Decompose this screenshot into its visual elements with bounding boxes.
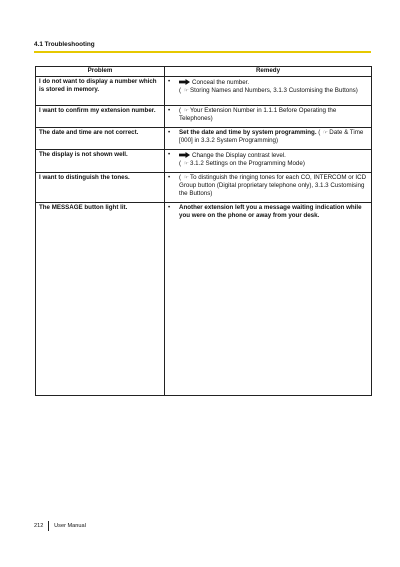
column-header-problem: Problem <box>36 67 165 77</box>
remedy-cell <box>165 173 372 203</box>
problem-cell: I do not want to display a number which is stored in memory. <box>36 77 165 106</box>
remedy-cell <box>165 203 372 396</box>
reference-icon: ☞ <box>183 108 188 114</box>
table-row <box>36 203 372 396</box>
open-paren: ( <box>179 174 182 181</box>
problem-cell: The display is not shown well. <box>36 150 165 173</box>
table-row <box>36 128 372 150</box>
column-header-remedy: Remedy <box>165 67 372 77</box>
remedy-text: Change the Display contrast level. <box>192 152 286 159</box>
problem-cell: The MESSAGE button light lit. <box>36 203 165 396</box>
reference-icon: ☞ <box>322 130 328 136</box>
remedy-reference: 3.1.2 Settings on the Programming Mode) <box>190 160 305 167</box>
arrow-right-icon <box>179 152 190 158</box>
bullet: • <box>168 174 171 181</box>
problem-cell: The date and time are not correct. <box>36 128 165 150</box>
open-paren: ( <box>179 160 182 167</box>
table-row <box>36 77 372 106</box>
table-row <box>36 150 372 173</box>
table-row <box>36 173 372 203</box>
problem-cell: I want to distinguish the tones. <box>36 173 165 203</box>
remedy-cell <box>165 106 372 128</box>
header-rule <box>34 51 371 53</box>
open-paren: ( <box>179 87 182 94</box>
bullet: • <box>168 129 171 136</box>
footer-divider <box>48 521 49 531</box>
manual-title: User Manual <box>54 523 86 529</box>
remedy-text: Set the date and time by system programming. <box>179 129 317 136</box>
remedy-text: Another extension left you a message waiting indication while you were on the phone or away from your desk. <box>179 204 362 219</box>
table-header-row <box>36 67 372 77</box>
page-number: 212 <box>34 523 44 529</box>
troubleshooting-table <box>35 66 372 396</box>
remedy-reference: Your Extension Number in 1.1.1 Before Operating the Telephones) <box>179 107 337 122</box>
bullet: • <box>168 107 171 114</box>
problem-cell: I want to confirm my extension number. <box>36 106 165 128</box>
bullet: • <box>168 78 171 85</box>
reference-icon: ☞ <box>183 175 188 181</box>
section-title: 4.1 Troubleshooting <box>34 41 95 48</box>
remedy-reference: To distinguish the ringing tones for each CO, INTERCOM or ICD Group button (Digital proprietary telephone only), 3.1.3 Customising the Buttons) <box>179 174 367 197</box>
remedy-reference: Date & Time [000] in 3.3.2 System Programming) <box>179 129 364 144</box>
table-row <box>36 106 372 128</box>
remedy-cell <box>165 150 372 173</box>
open-paren: ( <box>318 129 321 136</box>
open-paren: ( <box>179 107 182 114</box>
remedy-cell <box>165 128 372 150</box>
bullet: • <box>168 151 171 158</box>
remedy-cell <box>165 77 372 106</box>
bullet: • <box>168 204 171 211</box>
remedy-reference: Storing Names and Numbers, 3.1.3 Customising the Buttons) <box>190 87 358 94</box>
reference-icon: ☞ <box>183 161 188 167</box>
arrow-right-icon <box>179 79 190 85</box>
reference-icon: ☞ <box>183 88 188 94</box>
remedy-text: Conceal the number. <box>192 79 250 86</box>
page-footer <box>34 521 86 531</box>
